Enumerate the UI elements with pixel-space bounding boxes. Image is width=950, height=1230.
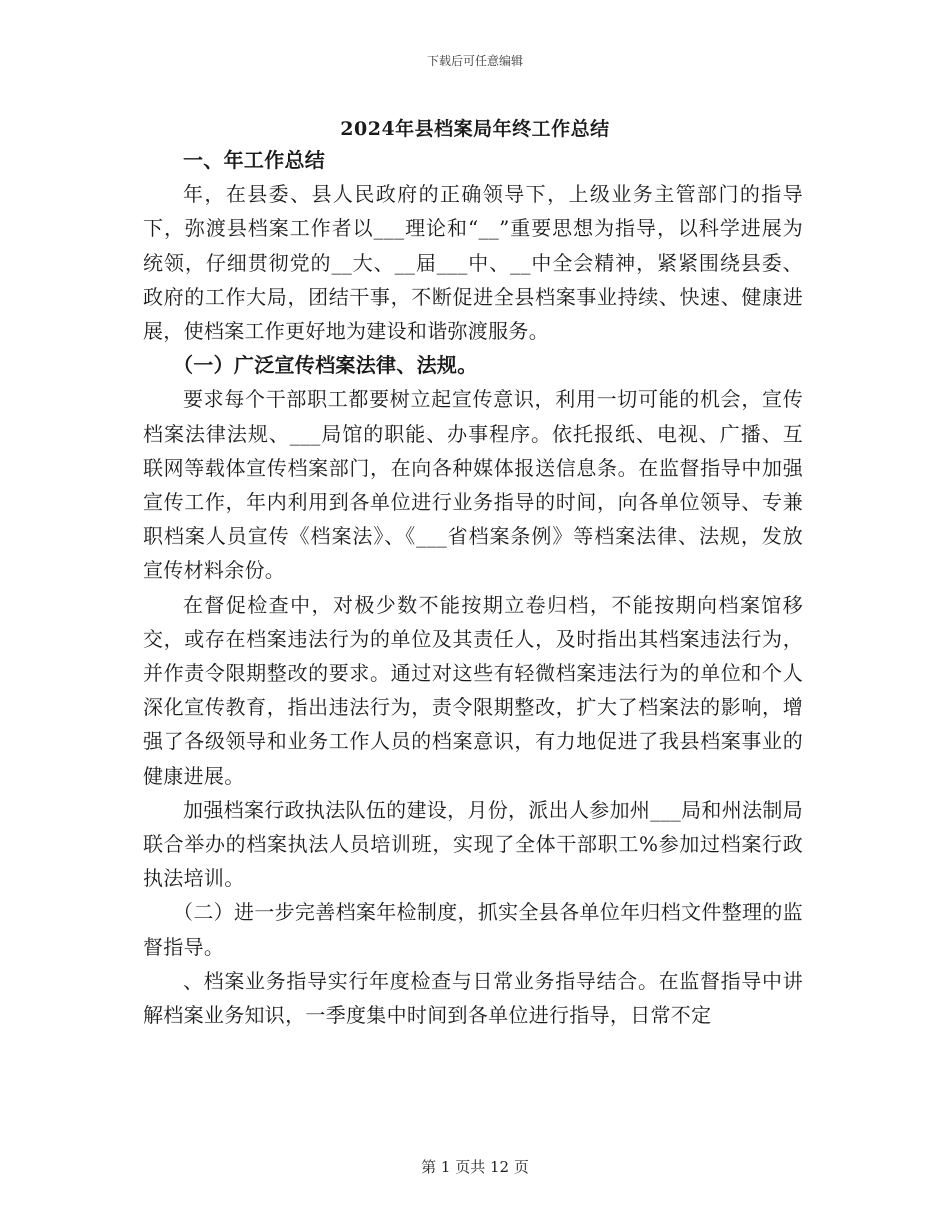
paragraph: 年，在县委、县人民政府的正确领导下，上级业务主管部门的指导下，弥渡县档案工作者以___理论和“__”重要思想为指导，以科学进展为统领，仔细贯彻党的__大、__届___中、__中全会精神，紧紧围绕县委、政府的工作大局，团结干事，不断促进全县档案事业持续、快速、健康进展，使档案工作更好地为建设和谐弥渡服务。 — [143, 182, 803, 344]
section-heading: 一、年工作总结 — [183, 148, 326, 172]
subsection-heading: （一）广泛宣传档案法律、法规。 — [173, 353, 478, 378]
paragraph: 、档案业务指导实行年度检查与日常业务指导结合。在监督指导中讲解档案业务知识，一季度集中时间到各单位进行指导，日常不定 — [143, 968, 803, 1028]
paragraph: 要求每个干部职工都要树立起宣传意识，利用一切可能的机会，宣传档案法律法规、___局馆的职能、办事程序。依托报纸、电视、广播、互联网等载体宣传档案部门，在向各种媒体报送信息条。在监督指导中加强宣传工作，年内利用到各单位进行业务指导的时间，向各单位领导、专兼职档案人员宣传《档案法》、《___省档案条例》等档案法律、法规，发放宣传材料余份。 — [143, 387, 803, 583]
document-title: 2024年县档案局年终工作总结 — [340, 118, 610, 140]
subsection-heading: （二）进一步完善档案年检制度，抓实全县各单位年归档文件整理的监督指导。 — [143, 900, 803, 959]
paragraph: 在督促检查中，对极少数不能按期立卷归档，不能按期向档案馆移交，或存在档案违法行为的单位及其责任人，及时指出其档案违法行为，并作责令限期整改的要求。通过对这些有轻微档案违法行为的单位和个人深化宣传教育，指出违法行为，责令限期整改，扩大了档案法的影响，增强了各级领导和业务工作人员的档案意识，有力地促进了我县档案事业的健康进展。 — [143, 592, 803, 788]
page-number: 第 1 页共 12 页 — [421, 1158, 529, 1176]
paragraph: 加强档案行政执法队伍的建设，月份，派出人参加州___局和州法制局联合举办的档案执法人员培训班，实现了全体干部职工%参加过档案行政执法培训。 — [143, 797, 803, 891]
page-header-note: 下载后可任意编辑 — [426, 54, 523, 68]
document-body — [143, 143, 803, 1032]
